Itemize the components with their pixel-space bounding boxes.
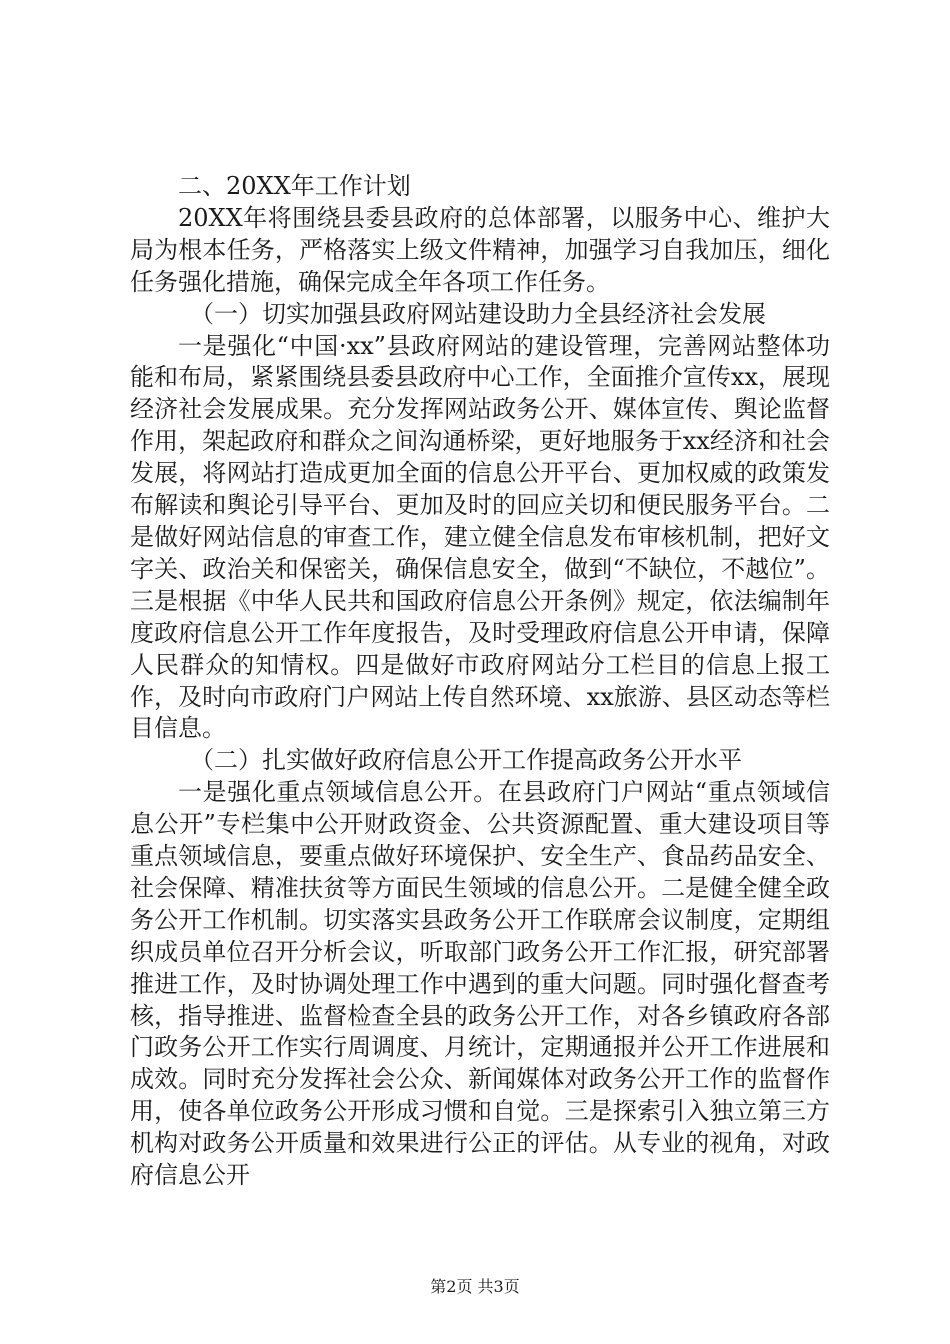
section-heading-plan: 二、20XX年工作计划 [178, 172, 411, 200]
intro-paragraph: 20XX年将围绕县委县政府的总体部署，以服务中心、维护大局为根本任务，严格落实上级文件精神，加强学习自我加压，细化任务强化措施，确保完成全年各项工作任务。 [130, 203, 830, 296]
subsection-title-disclosure: （二）扎实做好政府信息公开工作提高政务公开水平 [190, 746, 742, 775]
subsection-body-disclosure: 一是强化重点领域信息公开。在县政府门户网站“重点领域信息公开”专栏集中公开财政资金、公共资源配置、重大建设项目等重点领域信息，要重点做好环境保护、安全生产、食品药品安全、社会保障、精准扶贫等方面民生领域的信息公开。二是健全健全政务公开工作机制。切实落实县政务公开工作联席会议制度，定期组织成员单位召开分析会议，听取部门政务公开工作汇报，研究部署推进工作，及时协调处理工作中遇到的重大问题。同时强化督查考核，指导推进、监督检查全县的政务公开工作，对各乡镇政府各部门政务公开工作实行周调度、月统计，定期通报并公开工作进展和成效。同时充分发挥社会公众、新闻媒体对政务公开工作的监督作用，使各单位政务公开形成习惯和自觉。三是探索引入独立第三方机构对政务公开质量和效果进行公正的评估。从专业的视角，对政府信息公开 [130, 778, 830, 1190]
page-number-footer: 第2页 共3页 [430, 1277, 520, 1296]
subsection-title-website: （一）切实加强县政府网站建设助力全县经济社会发展 [190, 299, 766, 328]
document-body [130, 171, 830, 1192]
subsection-body-website: 一是强化“中国·xx”县政府网站的建设管理，完善网站整体功能和布局，紧紧围绕县委县政府中心工作，全面推介宣传xx，展现经济社会发展成果。充分发挥网站政务公开、媒体宣传、舆论监督作用，架起政府和群众之间沟通桥梁，更好地服务于xx经济和社会发展，将网站打造成更加全面的信息公开平台、更加权威的政策发布解读和舆论引导平台、更加及时的回应关切和便民服务平台。二是做好网站信息的审查工作，建立健全信息发布审核机制，把好文字关、政治关和保密关，确保信息安全，做到“不缺位，不越位”。三是根据《中华人民共和国政府信息公开条例》规定，依法编制年度政府信息公开工作年度报告，及时受理政府信息公开申请，保障人民群众的知情权。四是做好市政府网站分工栏目的信息上报工作，及时向市政府门户网站上传自然环境、xx旅游、县区动态等栏目信息。 [130, 331, 830, 743]
